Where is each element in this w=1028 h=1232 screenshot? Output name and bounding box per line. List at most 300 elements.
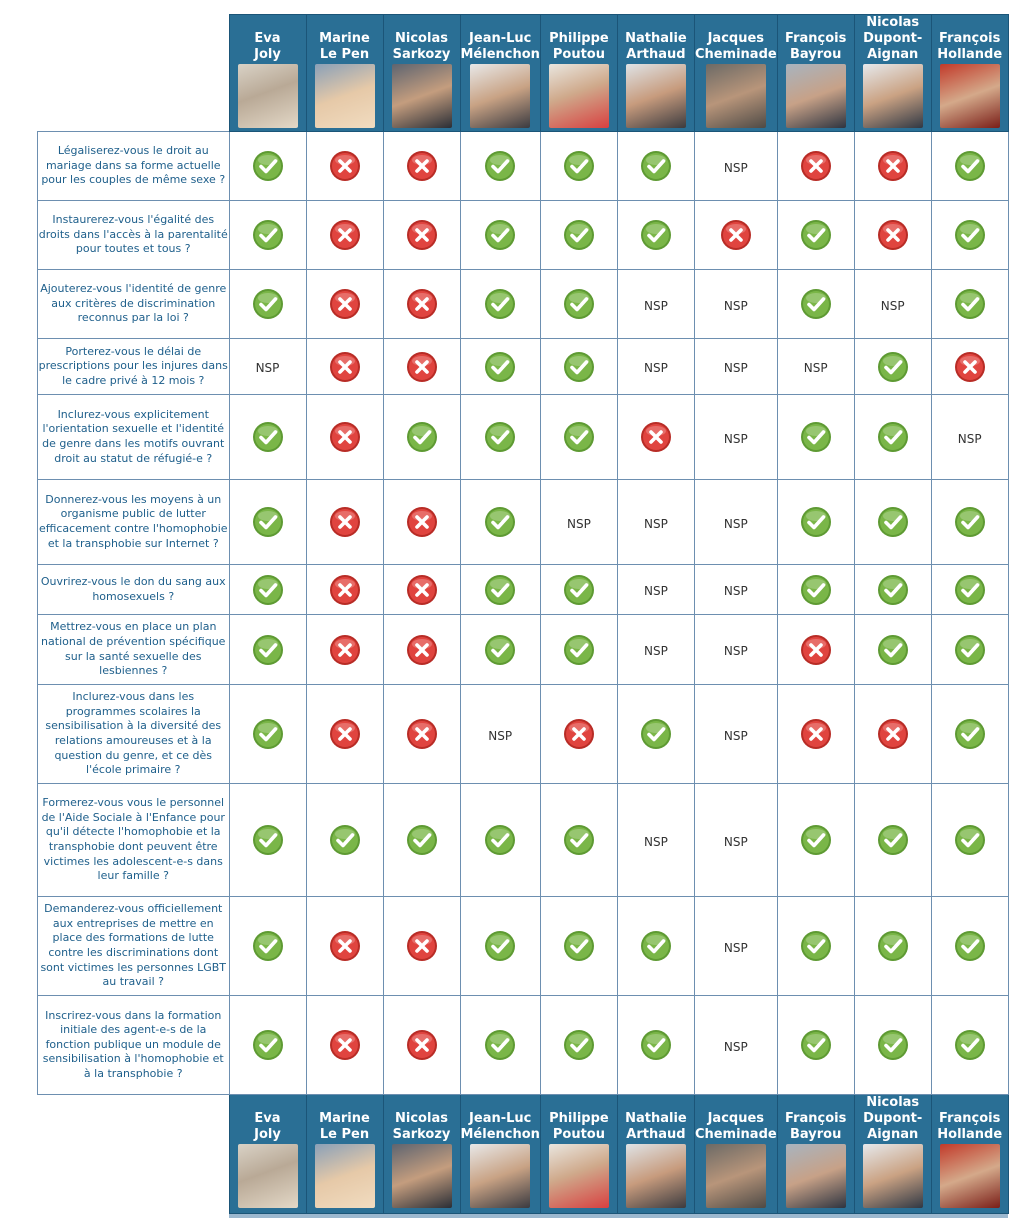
candidate-name xyxy=(461,15,540,63)
table-row xyxy=(38,201,1009,270)
answer-cell xyxy=(617,480,694,565)
candidate-portrait-image xyxy=(238,64,298,128)
candidate-name-line: Sarkozy xyxy=(392,1127,451,1142)
check-circle-icon xyxy=(406,421,438,453)
check-circle-icon xyxy=(484,824,516,856)
check-circle-icon xyxy=(954,574,986,606)
candidate-name-line: Le Pen xyxy=(319,1127,370,1142)
footer-rule xyxy=(229,1214,1008,1219)
check-circle-icon xyxy=(484,150,516,182)
answer-cell xyxy=(383,339,460,395)
answer-cell xyxy=(617,685,694,784)
answer-cell xyxy=(460,897,540,996)
answer-cell xyxy=(460,395,540,480)
answer-cell xyxy=(540,996,617,1095)
candidate-portrait-image xyxy=(549,1144,609,1208)
candidate-name xyxy=(307,1095,383,1143)
cross-circle-icon xyxy=(406,574,438,606)
candidate-name-line: Aignan xyxy=(867,1127,919,1142)
answer-cell xyxy=(540,685,617,784)
answer-cell xyxy=(694,784,777,897)
table-row xyxy=(38,395,1009,480)
cross-circle-icon xyxy=(720,219,752,251)
nsp-label: NSP xyxy=(488,728,513,743)
candidate-portrait-image xyxy=(863,1144,923,1208)
candidate-name-line: Le Pen xyxy=(319,47,370,62)
cross-circle-icon xyxy=(800,634,832,666)
cross-circle-icon xyxy=(329,1029,361,1061)
answer-cell xyxy=(931,784,1008,897)
check-circle-icon xyxy=(563,634,595,666)
check-circle-icon xyxy=(563,930,595,962)
candidate-name xyxy=(778,15,854,63)
answer-cell xyxy=(383,685,460,784)
nsp-label: NSP xyxy=(567,516,591,531)
candidate-header xyxy=(383,15,460,132)
answer-cell xyxy=(540,339,617,395)
footer-rule-row xyxy=(38,1214,1009,1219)
question-cell: Ajouterez-vous l'identité de genre aux critères de discrimination reconnus par la loi ? xyxy=(38,270,230,339)
candidate-name xyxy=(695,15,777,63)
candidate-name-line: Marine xyxy=(319,1111,370,1126)
question-cell: Formerez-vous vous le personnel de l'Aide Sociale à l'Enfance pour qu'il détecte l'homophobie et la transphobie dont peuvent être victimes les adolescent-e-s dans leur famille ? xyxy=(38,784,230,897)
candidate-header xyxy=(306,15,383,132)
cross-circle-icon xyxy=(406,150,438,182)
check-circle-icon xyxy=(252,150,284,182)
candidate-portrait-image xyxy=(392,1144,452,1208)
answer-cell xyxy=(540,615,617,685)
answer-cell xyxy=(617,395,694,480)
nsp-label: NSP xyxy=(644,516,668,531)
candidate-name-line: Arthaud xyxy=(626,47,686,62)
answer-cell xyxy=(931,201,1008,270)
table-row xyxy=(38,565,1009,615)
answer-cell xyxy=(229,201,306,270)
answer-cell xyxy=(540,132,617,201)
check-circle-icon xyxy=(877,634,909,666)
candidate-portrait-image xyxy=(238,1144,298,1208)
cross-circle-icon xyxy=(329,351,361,383)
candidate-name-line: Poutou xyxy=(552,1127,605,1142)
candidate-name-line: Jean-Luc xyxy=(469,31,532,46)
answer-cell xyxy=(306,897,383,996)
check-circle-icon xyxy=(563,219,595,251)
candidate-portrait-image xyxy=(863,64,923,128)
candidate-name-line: Jacques xyxy=(707,31,765,46)
answer-cell xyxy=(694,480,777,565)
answer-cell xyxy=(540,565,617,615)
answer-cell xyxy=(777,565,854,615)
cross-circle-icon xyxy=(329,574,361,606)
question-cell: Porterez-vous le délai de prescriptions pour les injures dans le cadre privé à 12 mois ? xyxy=(38,339,230,395)
check-circle-icon xyxy=(563,1029,595,1061)
cross-circle-icon xyxy=(329,150,361,182)
candidate-header xyxy=(229,1095,306,1214)
check-circle-icon xyxy=(877,930,909,962)
check-circle-icon xyxy=(954,288,986,320)
answer-cell xyxy=(306,395,383,480)
check-circle-icon xyxy=(563,150,595,182)
candidate-header xyxy=(931,15,1008,132)
cross-circle-icon xyxy=(329,421,361,453)
answer-cell xyxy=(931,339,1008,395)
answer-cell xyxy=(540,270,617,339)
candidate-name-line: Eva xyxy=(254,31,281,46)
nsp-label: NSP xyxy=(644,644,668,658)
candidate-header xyxy=(460,15,540,132)
check-circle-icon xyxy=(800,421,832,453)
check-circle-icon xyxy=(252,421,284,453)
candidate-comparison-table xyxy=(37,14,1009,1218)
check-circle-icon xyxy=(877,421,909,453)
candidate-name-line: Nicolas xyxy=(866,1095,920,1110)
cross-circle-icon xyxy=(800,150,832,182)
answer-cell xyxy=(931,395,1008,480)
answer-cell xyxy=(460,996,540,1095)
answer-cell xyxy=(383,565,460,615)
nsp-label: NSP xyxy=(723,160,748,175)
cross-circle-icon xyxy=(640,421,672,453)
answer-cell xyxy=(306,565,383,615)
check-circle-icon xyxy=(800,824,832,856)
candidate-name-line: Nathalie xyxy=(625,1111,687,1126)
cross-circle-icon xyxy=(329,219,361,251)
check-circle-icon xyxy=(252,506,284,538)
candidate-name xyxy=(541,1095,617,1143)
cross-circle-icon xyxy=(877,150,909,182)
check-circle-icon xyxy=(954,150,986,182)
check-circle-icon xyxy=(954,219,986,251)
candidate-header xyxy=(460,1095,540,1214)
table-row xyxy=(38,897,1009,996)
check-circle-icon xyxy=(800,930,832,962)
check-circle-icon xyxy=(640,219,672,251)
check-circle-icon xyxy=(563,421,595,453)
answer-cell xyxy=(694,270,777,339)
check-circle-icon xyxy=(484,574,516,606)
answer-cell xyxy=(931,897,1008,996)
candidate-name-line: Jacques xyxy=(707,1111,765,1126)
answer-cell xyxy=(229,132,306,201)
table-corner xyxy=(38,1095,230,1214)
check-circle-icon xyxy=(954,930,986,962)
candidate-header xyxy=(777,15,854,132)
check-circle-icon xyxy=(484,219,516,251)
answer-cell xyxy=(229,897,306,996)
candidate-portrait-image xyxy=(626,1144,686,1208)
cross-circle-icon xyxy=(406,930,438,962)
check-circle-icon xyxy=(877,506,909,538)
check-circle-icon xyxy=(800,506,832,538)
cross-circle-icon xyxy=(800,718,832,750)
answer-cell xyxy=(854,480,931,565)
top-candidate-header-row xyxy=(38,15,1009,132)
candidate-name xyxy=(307,15,383,63)
candidate-portrait-image xyxy=(940,64,1000,128)
answer-cell xyxy=(306,480,383,565)
cross-circle-icon xyxy=(406,288,438,320)
candidate-name xyxy=(230,15,306,63)
answer-cell xyxy=(617,784,694,897)
answer-cell xyxy=(540,201,617,270)
check-circle-icon xyxy=(484,506,516,538)
check-circle-icon xyxy=(252,219,284,251)
candidate-name-line: Nicolas xyxy=(395,1111,448,1126)
answer-cell xyxy=(306,339,383,395)
answer-cell xyxy=(617,270,694,339)
answer-cell xyxy=(460,565,540,615)
candidate-header xyxy=(931,1095,1008,1214)
nsp-label: NSP xyxy=(723,1039,748,1054)
candidate-name xyxy=(618,15,694,63)
answer-cell xyxy=(540,395,617,480)
answer-cell xyxy=(306,685,383,784)
candidate-name xyxy=(618,1095,694,1143)
check-circle-icon xyxy=(484,351,516,383)
candidate-name-line: Joly xyxy=(254,1127,281,1142)
cross-circle-icon xyxy=(406,351,438,383)
candidate-name-line: François xyxy=(939,31,1001,46)
check-circle-icon xyxy=(800,574,832,606)
answer-cell xyxy=(383,996,460,1095)
nsp-label: NSP xyxy=(723,361,748,375)
question-cell: Inscrirez-vous dans la formation initiale des agent-e-s de la fonction publique un module de sensibilisation à l'homophobie et à la transphobie ? xyxy=(38,996,230,1095)
check-circle-icon xyxy=(954,824,986,856)
table-row xyxy=(38,132,1009,201)
answer-cell xyxy=(383,201,460,270)
candidate-header xyxy=(540,15,617,132)
answer-cell xyxy=(931,480,1008,565)
candidate-name-line: Philippe xyxy=(549,31,609,46)
candidate-name-line: Jean-Luc xyxy=(469,1111,532,1126)
answer-cell xyxy=(694,565,777,615)
answer-cell xyxy=(540,480,617,565)
answer-cell xyxy=(460,339,540,395)
answer-cell xyxy=(229,685,306,784)
answer-cell xyxy=(694,685,777,784)
nsp-label: NSP xyxy=(644,361,668,375)
candidate-portrait-image xyxy=(315,1144,375,1208)
candidate-name xyxy=(855,15,931,63)
check-circle-icon xyxy=(252,1029,284,1061)
candidate-name-line: Nathalie xyxy=(625,31,687,46)
answer-cell xyxy=(694,132,777,201)
answer-cell xyxy=(854,615,931,685)
nsp-label: NSP xyxy=(957,431,982,446)
candidate-name-line: François xyxy=(785,31,847,46)
answer-cell xyxy=(540,897,617,996)
answer-cell xyxy=(777,339,854,395)
check-circle-icon xyxy=(563,351,595,383)
answer-cell xyxy=(460,132,540,201)
answer-cell xyxy=(460,615,540,685)
answer-cell xyxy=(306,201,383,270)
answer-cell xyxy=(694,201,777,270)
answer-cell xyxy=(383,132,460,201)
question-cell: Légaliserez-vous le droit au mariage dans sa forme actuelle pour les couples de même sexe ? xyxy=(38,132,230,201)
answer-cell xyxy=(854,201,931,270)
check-circle-icon xyxy=(800,288,832,320)
candidate-header xyxy=(694,1095,777,1214)
answer-cell xyxy=(617,565,694,615)
cross-circle-icon xyxy=(877,718,909,750)
table-corner xyxy=(38,15,230,132)
candidate-name-line: Dupont- xyxy=(863,31,923,46)
answer-cell xyxy=(229,996,306,1095)
candidate-portrait-image xyxy=(786,64,846,128)
cropped-intro-text xyxy=(0,0,1028,6)
cross-circle-icon xyxy=(329,718,361,750)
cross-circle-icon xyxy=(406,506,438,538)
check-circle-icon xyxy=(484,1029,516,1061)
nsp-label: NSP xyxy=(803,361,828,375)
candidate-portrait-image xyxy=(470,64,530,128)
answer-cell xyxy=(229,784,306,897)
candidate-name-line: Mélenchon xyxy=(460,47,540,62)
candidate-name-line: Arthaud xyxy=(626,1127,686,1142)
check-circle-icon xyxy=(954,506,986,538)
answer-cell xyxy=(931,615,1008,685)
check-circle-icon xyxy=(877,574,909,606)
check-circle-icon xyxy=(800,1029,832,1061)
candidate-name-line: Cheminade xyxy=(694,47,777,62)
candidate-portrait-image xyxy=(706,1144,766,1208)
table-row xyxy=(38,270,1009,339)
nsp-label: NSP xyxy=(644,584,668,598)
answer-cell xyxy=(777,480,854,565)
candidate-header xyxy=(540,1095,617,1214)
nsp-label: NSP xyxy=(723,431,748,446)
check-circle-icon xyxy=(877,824,909,856)
answer-cell xyxy=(854,784,931,897)
answer-cell xyxy=(777,615,854,685)
check-circle-icon xyxy=(252,930,284,962)
answer-cell xyxy=(854,996,931,1095)
check-circle-icon xyxy=(954,634,986,666)
answer-cell xyxy=(460,201,540,270)
candidate-name-line: Aignan xyxy=(867,47,919,62)
check-circle-icon xyxy=(640,930,672,962)
candidate-header xyxy=(854,1095,931,1214)
check-circle-icon xyxy=(252,288,284,320)
answer-cell xyxy=(931,270,1008,339)
candidate-header xyxy=(383,1095,460,1214)
candidate-name xyxy=(932,15,1008,63)
candidate-portrait-image xyxy=(470,1144,530,1208)
candidate-name-line: Philippe xyxy=(549,1111,609,1126)
answer-cell xyxy=(229,565,306,615)
cross-circle-icon xyxy=(954,351,986,383)
cross-circle-icon xyxy=(877,219,909,251)
check-circle-icon xyxy=(484,930,516,962)
table-row xyxy=(38,480,1009,565)
candidate-name xyxy=(230,1095,306,1143)
candidate-name-line: Sarkozy xyxy=(392,47,451,62)
question-cell: Mettrez-vous en place un plan national de prévention spécifique sur la santé sexuelle des lesbiennes ? xyxy=(38,615,230,685)
answer-cell xyxy=(931,565,1008,615)
cross-circle-icon xyxy=(329,930,361,962)
table-row xyxy=(38,685,1009,784)
check-circle-icon xyxy=(252,634,284,666)
nsp-label: NSP xyxy=(723,584,748,598)
answer-cell xyxy=(306,784,383,897)
nsp-label: NSP xyxy=(723,516,748,531)
answer-cell xyxy=(854,270,931,339)
cross-circle-icon xyxy=(406,219,438,251)
answer-cell xyxy=(460,480,540,565)
candidate-name-line: François xyxy=(785,1111,847,1126)
check-circle-icon xyxy=(954,718,986,750)
check-circle-icon xyxy=(563,824,595,856)
answer-cell xyxy=(383,395,460,480)
candidate-name-line: Cheminade xyxy=(694,1127,777,1142)
answer-cell xyxy=(617,132,694,201)
footer-rule-spacer xyxy=(38,1214,230,1219)
question-cell: Inclurez-vous dans les programmes scolaires la sensibilisation à la diversité des relations amoureuses et à la question du genre, et ce dès l'école primaire ? xyxy=(38,685,230,784)
answer-cell xyxy=(383,270,460,339)
answer-cell xyxy=(854,685,931,784)
answer-cell xyxy=(777,132,854,201)
cross-circle-icon xyxy=(329,506,361,538)
check-circle-icon xyxy=(877,351,909,383)
candidate-name xyxy=(541,15,617,63)
nsp-label: NSP xyxy=(644,834,668,849)
candidate-portrait-image xyxy=(706,64,766,128)
answer-cell xyxy=(617,996,694,1095)
candidate-header xyxy=(617,15,694,132)
answer-cell xyxy=(931,685,1008,784)
check-circle-icon xyxy=(563,288,595,320)
answer-cell xyxy=(777,201,854,270)
answer-cell xyxy=(694,897,777,996)
answer-cell xyxy=(306,615,383,685)
answer-cell xyxy=(617,201,694,270)
candidate-name-line: François xyxy=(939,1111,1001,1126)
answer-cell xyxy=(383,480,460,565)
answer-cell xyxy=(854,897,931,996)
question-cell: Instaurerez-vous l'égalité des droits dans l'accès à la parentalité pour toutes et tous ? xyxy=(38,201,230,270)
candidate-name-line: Mélenchon xyxy=(460,1127,540,1142)
answer-cell xyxy=(617,897,694,996)
candidate-name-line: Eva xyxy=(254,1111,281,1126)
table-row xyxy=(38,615,1009,685)
candidate-name xyxy=(932,1095,1008,1143)
answer-cell xyxy=(694,996,777,1095)
candidate-name-line: Nicolas xyxy=(866,15,920,30)
check-circle-icon xyxy=(954,1029,986,1061)
candidate-portrait-image xyxy=(786,1144,846,1208)
answer-cell xyxy=(931,996,1008,1095)
candidate-name xyxy=(384,1095,460,1143)
question-cell: Donnerez-vous les moyens à un organisme public de lutter efficacement contre l'homophobie et la transphobie sur Internet ? xyxy=(38,480,230,565)
candidate-name-line: Dupont- xyxy=(863,1111,923,1126)
check-circle-icon xyxy=(877,1029,909,1061)
candidate-portrait-image xyxy=(315,64,375,128)
answer-cell xyxy=(229,270,306,339)
nsp-label: NSP xyxy=(723,728,748,743)
answer-cell xyxy=(306,996,383,1095)
check-circle-icon xyxy=(252,574,284,606)
answer-cell xyxy=(854,132,931,201)
question-cell: Ouvrirez-vous le don du sang aux homosexuels ? xyxy=(38,565,230,615)
cross-circle-icon xyxy=(329,634,361,666)
candidate-portrait-image xyxy=(940,1144,1000,1208)
candidate-name-line: Bayrou xyxy=(790,1127,842,1142)
answer-cell xyxy=(540,784,617,897)
candidate-header xyxy=(694,15,777,132)
answer-cell xyxy=(854,339,931,395)
check-circle-icon xyxy=(252,718,284,750)
